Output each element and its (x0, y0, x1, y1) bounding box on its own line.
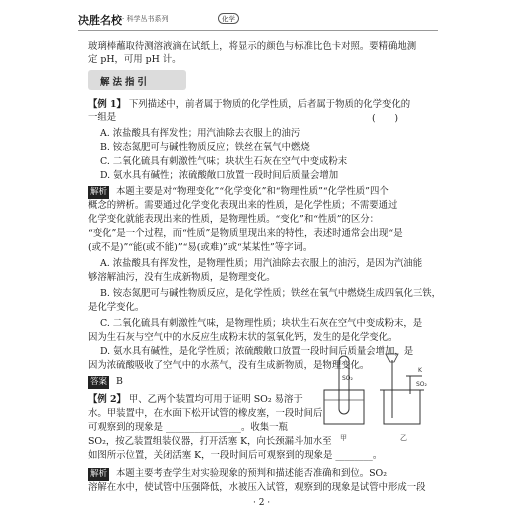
figure-label-yi: 乙 (400, 434, 407, 442)
option-d: D. 氨水具有碱性；浓硫酸敞口放置一段时间后质量会增加 (100, 170, 339, 181)
analysis-1-line-4: “变化”是一个过程，而“性质”是物质里现出来的特性，表述时通常会出现“是 (88, 228, 403, 239)
option-c: C. 二氧化硫具有刺激性气味；块状生石灰在空气中变成粉末 (100, 156, 348, 167)
analysis-1-line-8: B. 铵态氮肥可与碱性物质反应，是化学性质；铁丝在氧气中燃烧生成四氧化三铁， (100, 288, 441, 299)
example-2-line-3: 可观察到的现象是 ________________。收集一瓶 (88, 422, 288, 433)
example-2-line-4: SO₂，按乙装置组装仪器，打开活塞 K，向长颈漏斗加水至 (88, 436, 332, 447)
analysis-1-text: 本题主要是对“物理变化”“化学变化”和“物理性质”“化学性质”四个 (116, 186, 389, 197)
valve-label: K (418, 367, 422, 374)
example-2-line-5: 如图所示位置，关闭活塞 K，一段时间后可观察到的现象是 ________。 (88, 450, 383, 461)
page-number: · 2 · (253, 498, 271, 508)
example-1-label: 【例 1】 (88, 99, 126, 110)
answer-tag: 答案 (90, 377, 108, 387)
analysis-2-text: 本题主要考查学生对实验现象的预判和描述能否准确和到位。SO₂ (116, 468, 387, 479)
analysis-1-line-6: A. 浓盐酸具有挥发性，是物理性质；用汽油除去衣服上的油污，是因为汽油能 (100, 258, 423, 269)
answer-value: B (116, 376, 123, 387)
page-header (78, 8, 378, 38)
analysis-2-line-1 (88, 467, 387, 481)
apparatus-figure (318, 350, 438, 445)
header-series: · 科学丛书系列 (122, 15, 169, 23)
analysis-1-line-10: C. 二氧化硫具有刺激性气味，是物理性质；块状生石灰在空气中变成粉末，是 (100, 318, 423, 329)
intro-line-2: 定 pH，可用 pH 计。 (88, 54, 182, 65)
so2-label-jia: SO₂ (342, 375, 353, 382)
answer-bracket: ( ) (372, 113, 399, 124)
analysis-2-tag: 解析 (90, 469, 108, 479)
example-2-line-2: 水。甲装置中，在水面下松开试管的橡皮塞，一段时间后 (88, 408, 323, 419)
header-badge: 化学 (218, 13, 239, 24)
example-2-label: 【例 2】 (88, 394, 126, 405)
header-logo: 决胜名校 (78, 14, 122, 27)
figure-label-jia: 甲 (340, 434, 347, 442)
example-1-text: 下列描述中，前者属于物质的化学性质，后者属于物质的化学变化的 (128, 99, 411, 110)
analysis-1-line-11: 因为生石灰与空气中的水反应生成粉末状的氢氧化钙，发生的是化学变化。 (88, 332, 398, 343)
so2-label-yi: SO₂ (416, 381, 427, 388)
analysis-1-line-1 (88, 185, 389, 199)
analysis-2-line-2: 溶解在水中，使试管中压强降低，水被压入试管，观察到的现象是试管中形成一段 (88, 482, 426, 493)
example-1-text-2: 一组是 (88, 112, 117, 123)
apparatus-jia (324, 356, 364, 442)
example-2-text: 甲、乙两个装置均可用于证明 SO₂ 易溶于 (128, 394, 303, 405)
answer-1 (88, 375, 123, 389)
example-1-question (88, 98, 410, 111)
analysis-tag: 解析 (90, 187, 108, 197)
option-b: B. 铵态氮肥可与碱性物质反应；铁丝在氧气中燃烧 (100, 142, 310, 153)
analysis-1-line-3: 化学变化就能表现出来的性质，是物理性质。“变化”和“性质”的区分： (88, 214, 380, 225)
header-rule (78, 30, 438, 31)
section-title: 解法指引 (100, 77, 151, 88)
analysis-1-line-2: 概念的辨析。需要通过化学变化表现出来的性质，是化学性质；不需要通过 (88, 200, 398, 211)
intro-line-1: 玻璃棒蘸取待测溶液滴在试纸上，将显示的颜色与标准比色卡对照。要精确地测 (88, 41, 417, 52)
analysis-1-line-9: 是化学变化。 (88, 302, 145, 313)
analysis-1-line-5: (或不是)”“能(或不能)”“易(或难)”或“某某性”等字词。 (88, 242, 313, 253)
analysis-1-line-7: 够溶解油污，没有生成新物质，是物理变化。 (88, 272, 276, 283)
option-a: A. 浓盐酸具有挥发性；用汽油除去衣服上的油污 (100, 128, 301, 139)
apparatus-yi (380, 354, 428, 442)
analysis-1-line-12: D. 氨水具有碱性，是化学性质；浓硫酸敞口放置一段时间后质量会增加，是 (100, 346, 414, 357)
example-2-line-1 (88, 393, 303, 406)
analysis-1-line-13: 因为浓硫酸吸收了空气中的水蒸气，没有生成新物质，是物理变化。 (88, 360, 370, 371)
